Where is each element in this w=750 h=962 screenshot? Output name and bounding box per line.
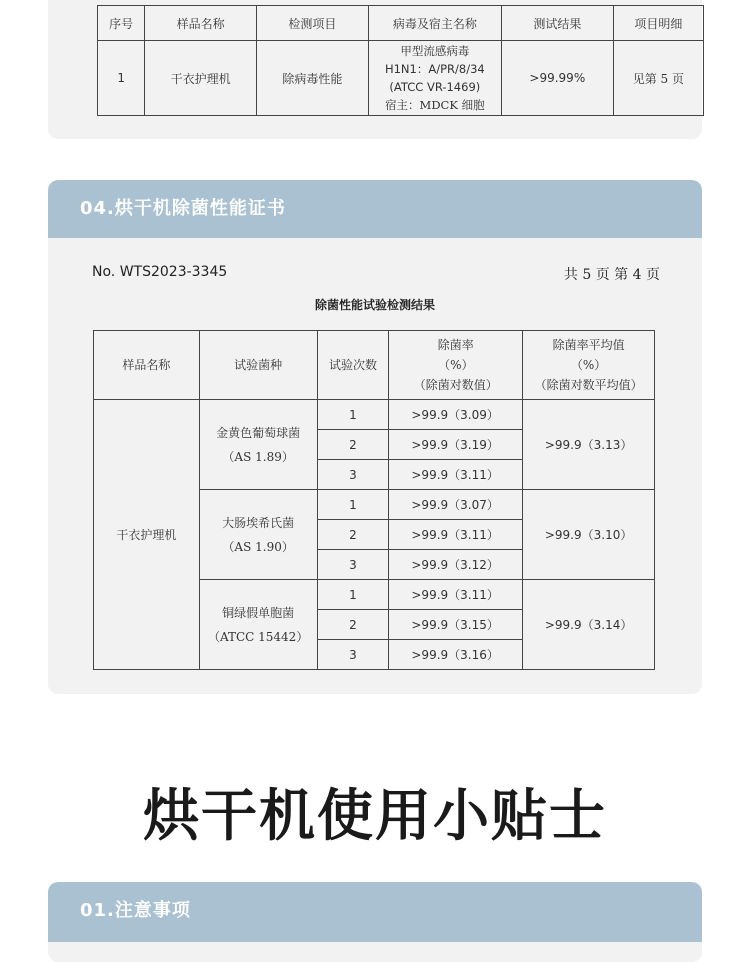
header-line: （%） xyxy=(438,358,474,372)
strain-name xyxy=(199,580,317,670)
strain-line: 金黄色葡萄球菌 xyxy=(216,425,301,440)
header-cell: 检测项目 xyxy=(257,6,369,41)
table-header-row xyxy=(94,331,655,400)
header-line: （%） xyxy=(570,358,607,372)
test-item: 除病毒性能 xyxy=(257,41,369,116)
item-detail: 见第 5 页 xyxy=(613,41,703,116)
header-line: 除菌率平均值 xyxy=(552,338,625,352)
trial-number: 2 xyxy=(317,520,389,550)
document-title: 除菌性能试验检测结果 xyxy=(314,298,435,312)
sterilization-results-table xyxy=(93,330,655,670)
header-line: （除菌对数平均值） xyxy=(534,378,643,392)
rate-value: >99.9（3.09） xyxy=(389,400,523,430)
trial-number: 2 xyxy=(317,610,389,640)
table-row xyxy=(94,400,655,430)
virus-host-name xyxy=(368,41,501,116)
trial-number: 3 xyxy=(317,460,389,490)
section-header: 04.烘干机除菌性能证书 xyxy=(48,180,702,238)
rate-value: >99.9（3.16） xyxy=(389,640,523,670)
trial-number: 1 xyxy=(317,400,389,430)
strain-line: （AS 1.90） xyxy=(222,539,294,554)
previous-section-card xyxy=(48,0,702,139)
header-line: 除菌率 xyxy=(437,338,474,352)
section-header: 01.注意事项 xyxy=(48,882,702,942)
virus-line: (ATCC VR-1469) xyxy=(389,80,481,94)
trial-number: 3 xyxy=(317,550,389,580)
strain-name xyxy=(199,490,317,580)
header-cell: 样品名称 xyxy=(145,6,257,41)
rate-value: >99.9（3.11） xyxy=(389,520,523,550)
table-header-row xyxy=(98,6,704,41)
rate-value: >99.9（3.12） xyxy=(389,550,523,580)
rate-value: >99.9（3.11） xyxy=(389,580,523,610)
header-cell: 序号 xyxy=(98,6,145,41)
page-indicator: 共 5 页 第 4 页 xyxy=(563,267,660,283)
strain-line: 大肠埃希氏菌 xyxy=(222,515,295,530)
virus-test-table xyxy=(97,5,704,116)
row-number: 1 xyxy=(98,41,145,116)
next-section-card xyxy=(48,882,702,962)
strain-line: （ATCC 15442） xyxy=(207,629,309,644)
virus-line: 甲型流感病毒 xyxy=(400,44,470,58)
tips-title: 烘干机使用小贴士 xyxy=(143,784,607,849)
sample-name: 干衣护理机 xyxy=(145,41,257,116)
header-cell: 项目明细 xyxy=(613,6,703,41)
test-result: >99.99% xyxy=(501,41,613,116)
trial-number: 2 xyxy=(317,430,389,460)
average-value: >99.9（3.14） xyxy=(523,580,655,670)
trial-number: 1 xyxy=(317,580,389,610)
average-value: >99.9（3.13） xyxy=(523,400,655,490)
average-value: >99.9（3.10） xyxy=(523,490,655,580)
rate-value: >99.9（3.15） xyxy=(389,610,523,640)
header-cell: 试验次数 xyxy=(317,331,389,400)
trial-number: 3 xyxy=(317,640,389,670)
certificate-card xyxy=(48,180,702,694)
rate-value: >99.9（3.07） xyxy=(389,490,523,520)
header-cell: 样品名称 xyxy=(94,331,200,400)
rate-value: >99.9（3.19） xyxy=(389,430,523,460)
document-number: No. WTS2023-3345 xyxy=(92,264,228,280)
header-cell: 试验菌种 xyxy=(199,331,317,400)
header-cell: 测试结果 xyxy=(501,6,613,41)
strain-line: （AS 1.89） xyxy=(222,449,294,464)
header-cell xyxy=(389,331,523,400)
trial-number: 1 xyxy=(317,490,389,520)
strain-name xyxy=(199,400,317,490)
header-line: （除菌对数值） xyxy=(413,378,498,392)
virus-line: H1N1：A/PR/8/34 xyxy=(384,62,485,76)
header-cell: 病毒及宿主名称 xyxy=(368,6,501,41)
virus-line: 宿主：MDCK 细胞 xyxy=(385,98,485,112)
rate-value: >99.9（3.11） xyxy=(389,460,523,490)
strain-line: 铜绿假单胞菌 xyxy=(222,605,295,620)
header-cell xyxy=(523,331,655,400)
sample-name: 干衣护理机 xyxy=(94,400,200,670)
table-row xyxy=(98,41,704,116)
